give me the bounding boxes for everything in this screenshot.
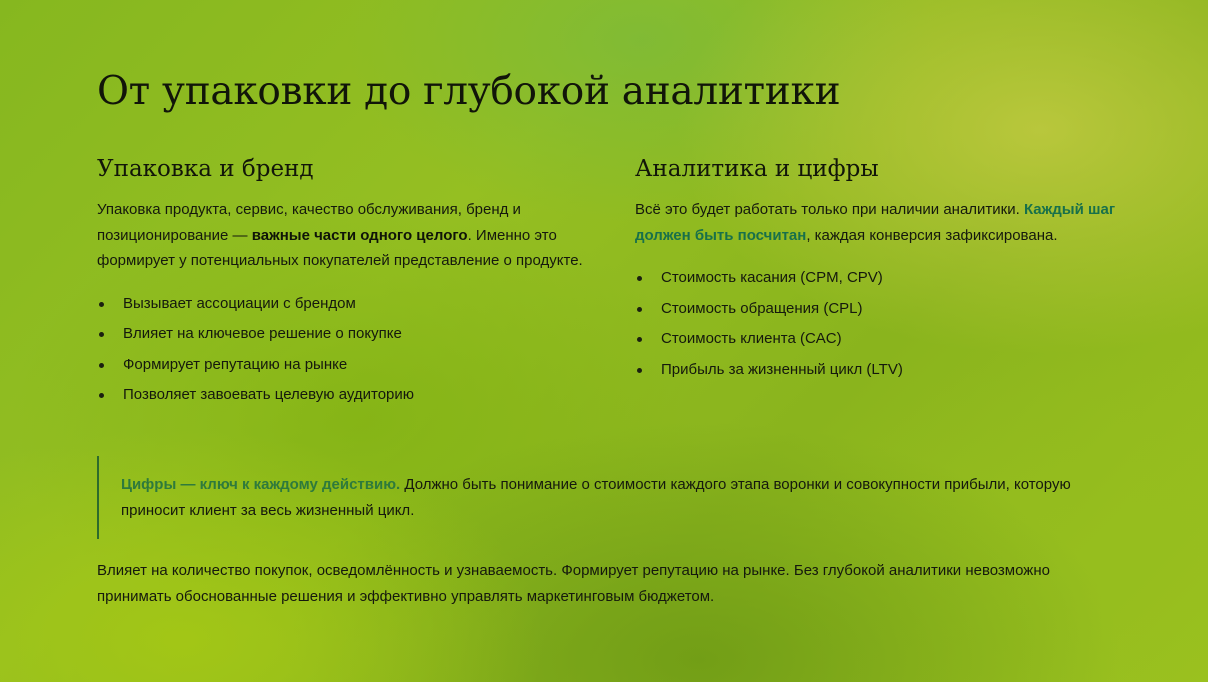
list-item: Вызывает ассоциации с брендом (97, 289, 597, 320)
list-item: Влияет на ключевое решение о покупке (97, 319, 597, 350)
analytics-description-end: , каждая конверсия зафиксирована. (806, 226, 1058, 244)
list-item: Позволяет завоевать целевую аудиторию (97, 380, 597, 411)
analytics-title: Аналитика и цифры (635, 156, 879, 182)
packaging-description-start: Упаковка продукта, сервис, качество обслуживания, бренд и позиционирование — (97, 201, 521, 244)
list-item: Стоимость обращения (CPL) (635, 294, 1150, 325)
list-item: Стоимость касания (CPM, CPV) (635, 263, 1150, 294)
analytics-section (635, 152, 1150, 385)
packaging-description (97, 197, 597, 274)
analytics-description (635, 197, 1150, 248)
quote-text: Должно быть понимание о стоимости каждого этапа воронки и совокупности прибыли, которую приносит клиент за весь жизненный цикл. (121, 476, 1071, 519)
packaging-description-bold: важные части одного целого (251, 226, 468, 244)
packaging-description-end: . Именно это формирует у потенциальных покупателей представление о продукте. (97, 226, 583, 269)
packaging-list (97, 289, 597, 411)
page-title: От упаковки до глубокой аналитики (97, 69, 841, 114)
analytics-list (635, 263, 1150, 385)
key-quote (97, 456, 1107, 539)
list-item: Формирует репутацию на рынке (97, 350, 597, 381)
list-item: Прибыль за жизненный цикл (LTV) (635, 355, 1150, 386)
quote-accent: Цифры — ключ к каждому действию. (121, 476, 401, 493)
list-item: Стоимость клиента (CAC) (635, 324, 1150, 355)
analytics-description-accent: Каждый шаг должен быть посчитан (635, 201, 1116, 244)
analytics-description-start: Всё это будет работать только при наличии аналитики. (635, 201, 1024, 218)
footer-text: Влияет на количество покупок, осведомлённость и узнаваемость. Формирует репутацию на рынке. Без глубокой аналитики невозможно принимать обоснованные решения и эффективно управлять маркетинговым бюджетом. (97, 562, 1050, 605)
packaging-title: Упаковка и бренд (97, 156, 314, 182)
packaging-section (97, 152, 597, 411)
